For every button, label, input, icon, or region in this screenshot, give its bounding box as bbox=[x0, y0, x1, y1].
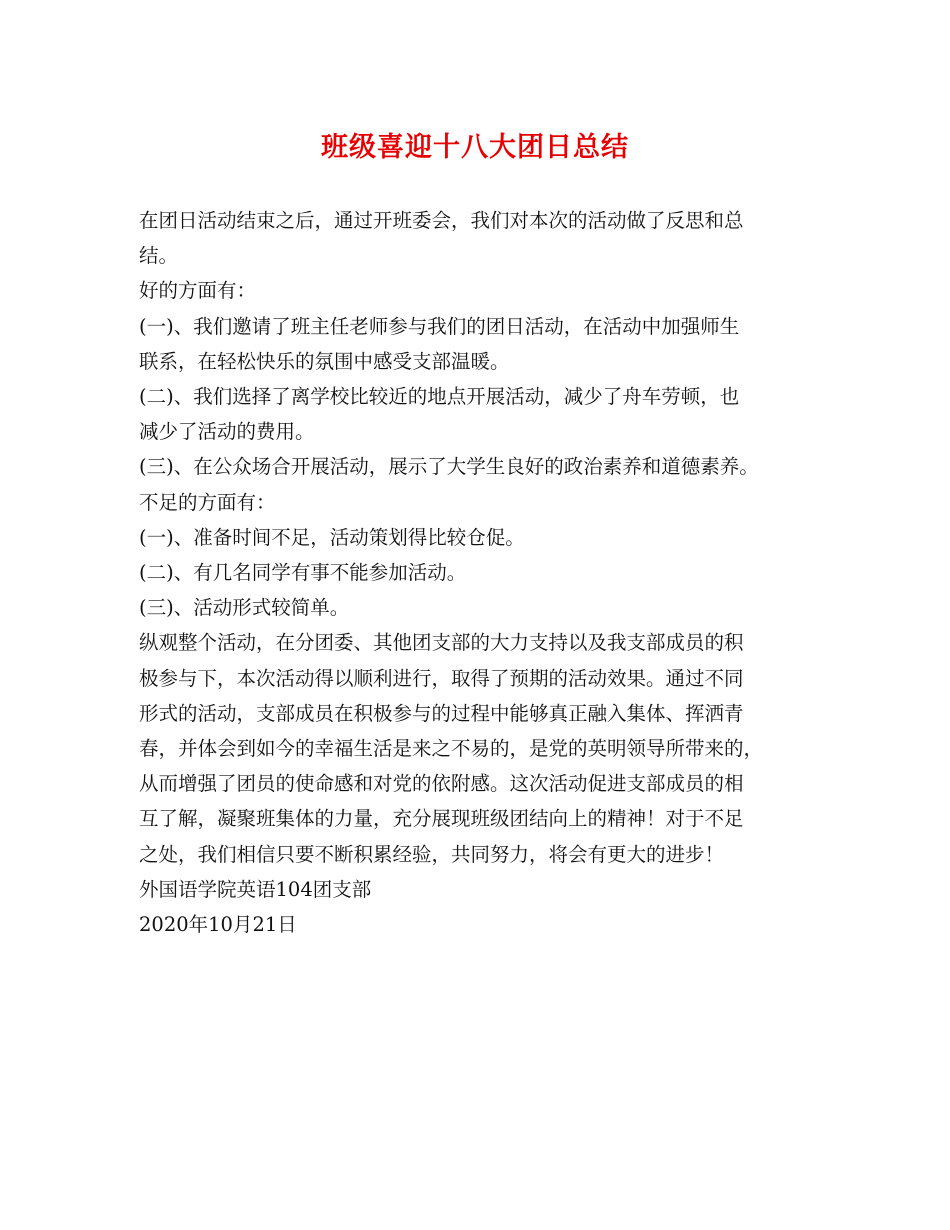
body-line: 减少了活动的费用。 bbox=[139, 420, 315, 444]
body-line: 之处，我们相信只要不断积累经验，共同努力，将会有更大的进步！ bbox=[139, 842, 725, 866]
body-line: (三)、在公众场合开展活动，展示了大学生良好的政治素养和道德素养。 bbox=[139, 455, 759, 479]
signature-org: 外国语学院英语104团支部 bbox=[139, 877, 372, 901]
body-line: 春，并体会到如今的幸福生活是来之不易的，是党的英明领导所带来的， bbox=[139, 737, 764, 761]
body-line: 结。 bbox=[139, 244, 179, 268]
section-heading-good: 好的方面有： bbox=[139, 279, 257, 303]
document-title: 班级喜迎十八大团日总结 bbox=[321, 132, 629, 163]
body-line: 形式的活动，支部成员在积极参与的过程中能够真正融入集体、挥洒青 bbox=[139, 701, 744, 725]
body-line: 纵观整个活动，在分团委、其他团支部的大力支持以及我支部成员的积 bbox=[139, 631, 744, 655]
body-line: 互了解，凝聚班集体的力量，充分展现班级团结向上的精神！对于不足 bbox=[139, 807, 744, 831]
body-line: (一)、我们邀请了班主任老师参与我们的团日活动，在活动中加强师生 bbox=[139, 314, 740, 338]
section-heading-shortcomings: 不足的方面有： bbox=[139, 490, 276, 514]
body-line: (二)、我们选择了离学校比较近的地点开展活动，减少了舟车劳顿，也 bbox=[139, 385, 740, 409]
body-line: 从而增强了团员的使命感和对党的依附感。这次活动促进支部成员的相 bbox=[139, 772, 744, 796]
body-line: 在团日活动结束之后，通过开班委会，我们对本次的活动做了反思和总 bbox=[139, 209, 744, 232]
body-line: 极参与下，本次活动得以顺利进行，取得了预期的活动效果。通过不同 bbox=[139, 666, 744, 690]
body-line: 联系，在轻松快乐的氛围中感受支部温暖。 bbox=[139, 349, 510, 373]
body-line: (一)、准备时间不足，活动策划得比较仓促。 bbox=[139, 525, 525, 549]
body-line: (二)、有几名同学有事不能参加活动。 bbox=[139, 561, 467, 585]
document-body bbox=[139, 203, 829, 942]
body-line: (三)、活动形式较简单。 bbox=[139, 596, 350, 620]
signature-date: 2020年10月21日 bbox=[139, 913, 297, 937]
